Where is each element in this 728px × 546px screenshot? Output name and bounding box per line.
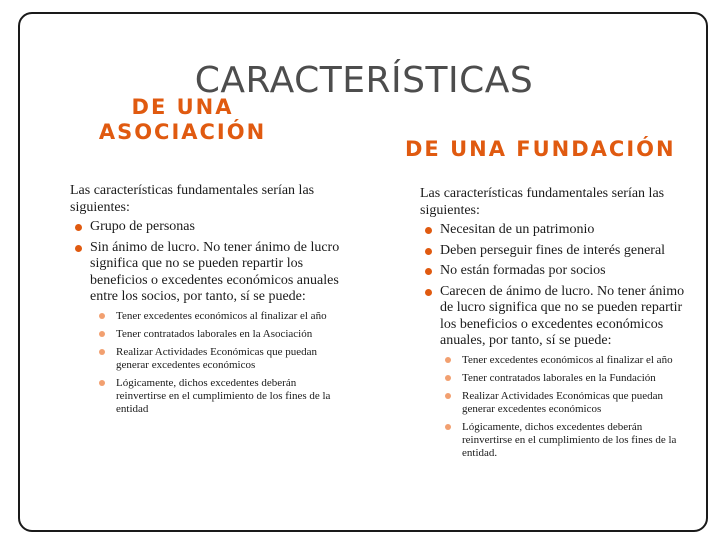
sub-list-item [70,377,345,416]
sub-bullet-text: Tener contratados laborales en la Fundación [462,371,656,384]
list-item [420,243,690,260]
bullet-dot [425,289,432,296]
asociacion-intro: Las características fundamentales serían las siguientes: [70,183,315,215]
sub-list-item [70,346,345,372]
sub-bullet-text: Tener contratados laborales en la Asociación [116,327,313,340]
list-item [420,222,690,239]
bullet-dot [425,268,432,275]
asociacion-content [70,182,345,421]
sub-bullet-text: Realizar Actividades Económicas que puedan generar excedentes económicos [116,345,317,371]
bullet-dot [425,227,432,234]
sub-list-item [70,310,345,323]
sub-list-item [420,354,690,367]
bullet-text: Grupo de personas [90,219,195,234]
heading-asociacion [95,95,270,145]
sub-bullet-text: Realizar Actividades Económicas que puedan generar excedentes económicos [462,389,663,415]
sub-bullet-text: Tener excedentes económicos al finalizar el año [462,353,673,366]
asociacion-bullet-list [70,219,345,416]
fundacion-content [420,185,690,465]
sub-bullet-dot [445,393,451,399]
sub-list-item [420,372,690,385]
heading-fundacion: DE UNA FUNDACIÓN [405,137,676,161]
bullet-dot [75,245,82,252]
sub-bullet-dot [99,380,105,386]
bullet-text: No están formadas por socios [440,263,606,278]
heading-asociacion-line2: ASOCIACIÓN [98,120,267,144]
list-item [70,240,345,306]
sub-bullet-text: Lógicamente, dichos excedentes deberán reinvertirse en el cumplimiento de los fines de la entidad [116,376,331,415]
list-item [420,284,690,350]
bullet-text: Deben perseguir fines de interés general [440,242,666,258]
heading-asociacion-line1: DE UNA [131,95,234,119]
sub-bullet-dot [99,349,105,355]
bullet-text: Carecen de ánimo de lucro. No tener ánimo de lucro significa que no se pueden repartir los beneficios o excedentes económicos anuales, por tanto, sí se puede: [440,283,685,348]
sub-bullet-dot [445,357,451,363]
sub-list-item [70,328,345,341]
sub-list-item [420,421,690,460]
bullet-text: Necesitan de un patrimonio [440,222,595,237]
sub-bullet-text: Tener excedentes económicos al finalizar el año [116,309,327,322]
sub-bullet-dot [99,331,105,337]
bullet-text: Sin ánimo de lucro. No tener ánimo de lucro significa que no se pueden repartir los beneficios o excedentes económicos anuales entre los socios, por tanto, sí se puede: [90,239,340,304]
bullet-dot [425,248,432,255]
sub-bullet-text: Lógicamente, dichos excedentes deberán reinvertirse en el cumplimiento de los fines de la entidad. [462,420,677,459]
sub-bullet-dot [99,313,105,319]
fundacion-bullet-list [420,222,690,460]
sub-bullet-dot [445,424,451,430]
list-item [420,263,690,280]
list-item [70,219,345,236]
slide-title: CARACTERÍSTICAS [194,60,534,101]
sub-bullet-dot [445,375,451,381]
fundacion-intro: Las características fundamentales serían las siguientes: [420,186,665,218]
sub-list-item [420,390,690,416]
bullet-dot [75,224,82,231]
